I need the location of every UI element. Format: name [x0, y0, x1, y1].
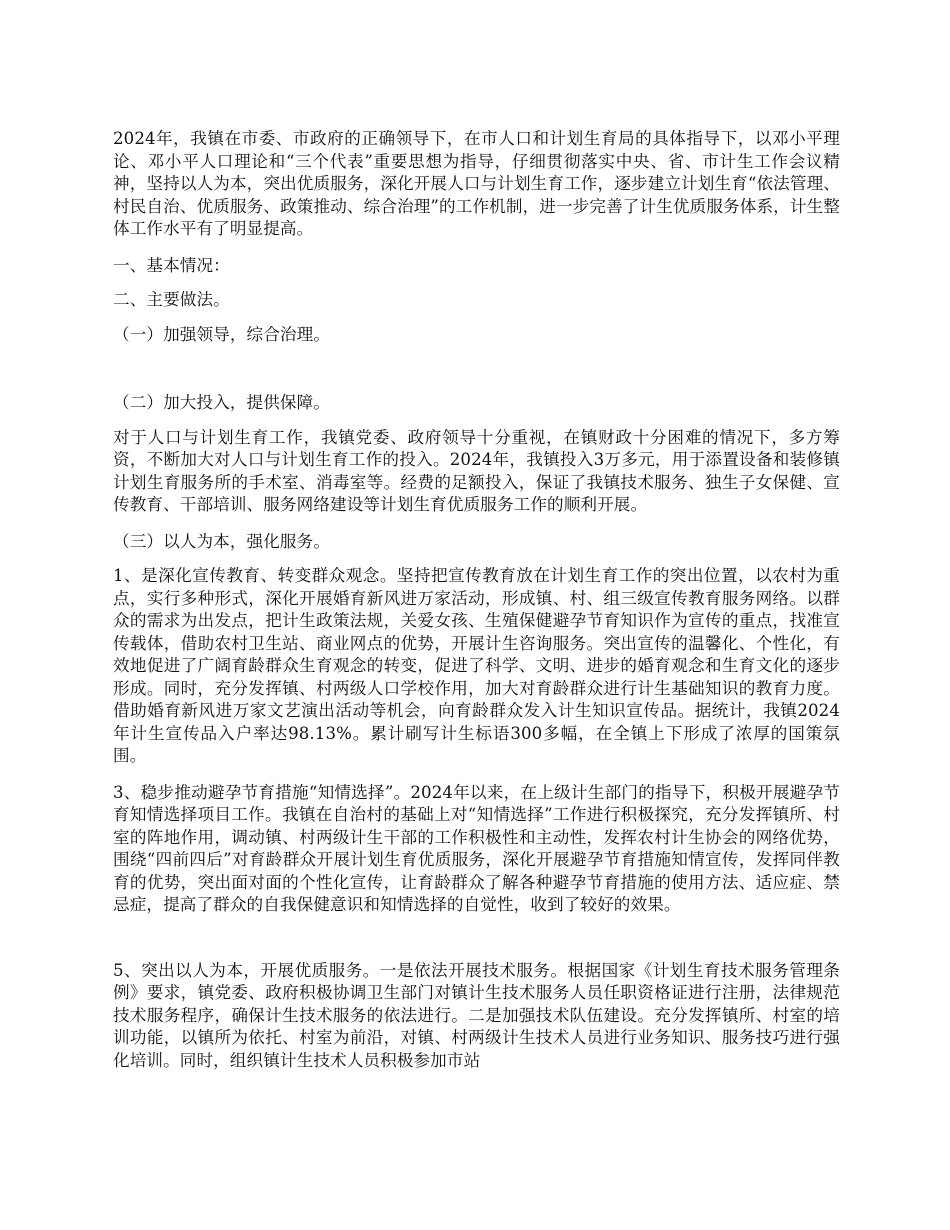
document-body: [113, 128, 840, 1072]
heading-basic-situation: 一、基本情况：: [113, 255, 230, 275]
subheading-service: （三）以人为本，强化服务。: [113, 531, 331, 551]
education-paragraph: 1、是深化宣传教育、转变群众观念。坚持把宣传教育放在计划生育工作的突出位置，以农村为重点，实行多种形式，深化开展婚育新风进万家活动，形成镇、村、组三级宣传教育服务网络。以群众的需求为出发点，把计生政策法规，关爱女孩、生殖保健避孕节育知识作为宣传的重点，找准宣传载体，借助农村卫生站、商业网点的优势，开展计生咨询服务。突出宣传的温馨化、个性化，有效地促进了广阔育龄群众生育观念的转变，促进了科学、文明、进步的婚育观念和生育文化的逐步形成。同时，充分发挥镇、村两级人口学校作用，加大对育龄群众进行计生基础知识的教育力度。借助婚育新风进万家文艺演出活动等机会，向育龄群众发入计生知识宣传品。据统计，我镇2024年计生宣传品入户率达98.13%。累计刷写计生标语300多幅，在全镇上下形成了浓厚的国策氛围。: [113, 566, 840, 765]
quality-service-paragraph: 5、突出以人为本，开展优质服务。一是依法开展技术服务。根据国家《计划生育技术服务管理条例》要求，镇党委、政府积极协调卫生部门对镇计生技术服务人员任职资格证进行注册，法律规范技术服务程序，确保计生技术服务的依法进行。二是加强技术队伍建设。充分发挥镇所、村室的培训功能，以镇所为依托、村室为前沿，对镇、村两级计生技术人员进行业务知识、服务技巧进行强化培训。同时，组织镇计生技术人员积极参加市站: [113, 960, 840, 1070]
intro-paragraph: 2024年，我镇在市委、市政府的正确领导下，在市人口和计划生育局的具体指导下，以邓小平理论、邓小平人口理论和“三个代表”重要思想为指导，仔细贯彻落实中央、省、市计生工作会议精神，坚持以人为本，突出优质服务，深化开展人口与计划生育工作，逐步建立计划生育“依法管理、村民自治、优质服务、政策推动、综合治理”的工作机制，进一步完善了计生优质服务体系，计生整体工作水平有了明显提高。: [113, 129, 840, 238]
subheading-leadership: （一）加强领导，综合治理。: [113, 324, 331, 344]
heading-main-practices: 二、主要做法。: [113, 290, 230, 309]
investment-paragraph: 对于人口与计划生育工作，我镇党委、政府领导十分重视，在镇财政十分困难的情况下，多方筹资，不断加大对人口与计划生育工作的投入。2024年，我镇投入3万多元，用于添置设备和装修镇计划生育服务所的手术室、消毒室等。经费的足额投入，保证了我镇技术服务、独生子女保健、宣传教育、干部培训、服务网络建设等计划生育优质服务工作的顺利开展。: [113, 427, 840, 514]
subheading-investment: （二）加大投入，提供保障。: [113, 393, 331, 412]
informed-choice-paragraph: 3、稳步推动避孕节育措施“知情选择”。2024年以来，在上级计生部门的指导下，积极开展避孕节育知情选择项目工作。我镇在自治村的基础上对“知情选择”工作进行积极探究，充分发挥镇所、村室的阵地作用，调动镇、村两级计生干部的工作积极性和主动性，发挥农村计生协会的网络优势，围绕“四前四后”对育龄群众开展计划生育优质服务，深化开展避孕节育措施知情宣传，发挥同伴教育的优势，突出面对面的个性化宣传，让育龄群众了解各种避孕节育措施的使用方法、适应症、禁忌症，提高了群众的自我保健意识和知情选择的自觉性，收到了较好的效果。: [113, 782, 840, 914]
